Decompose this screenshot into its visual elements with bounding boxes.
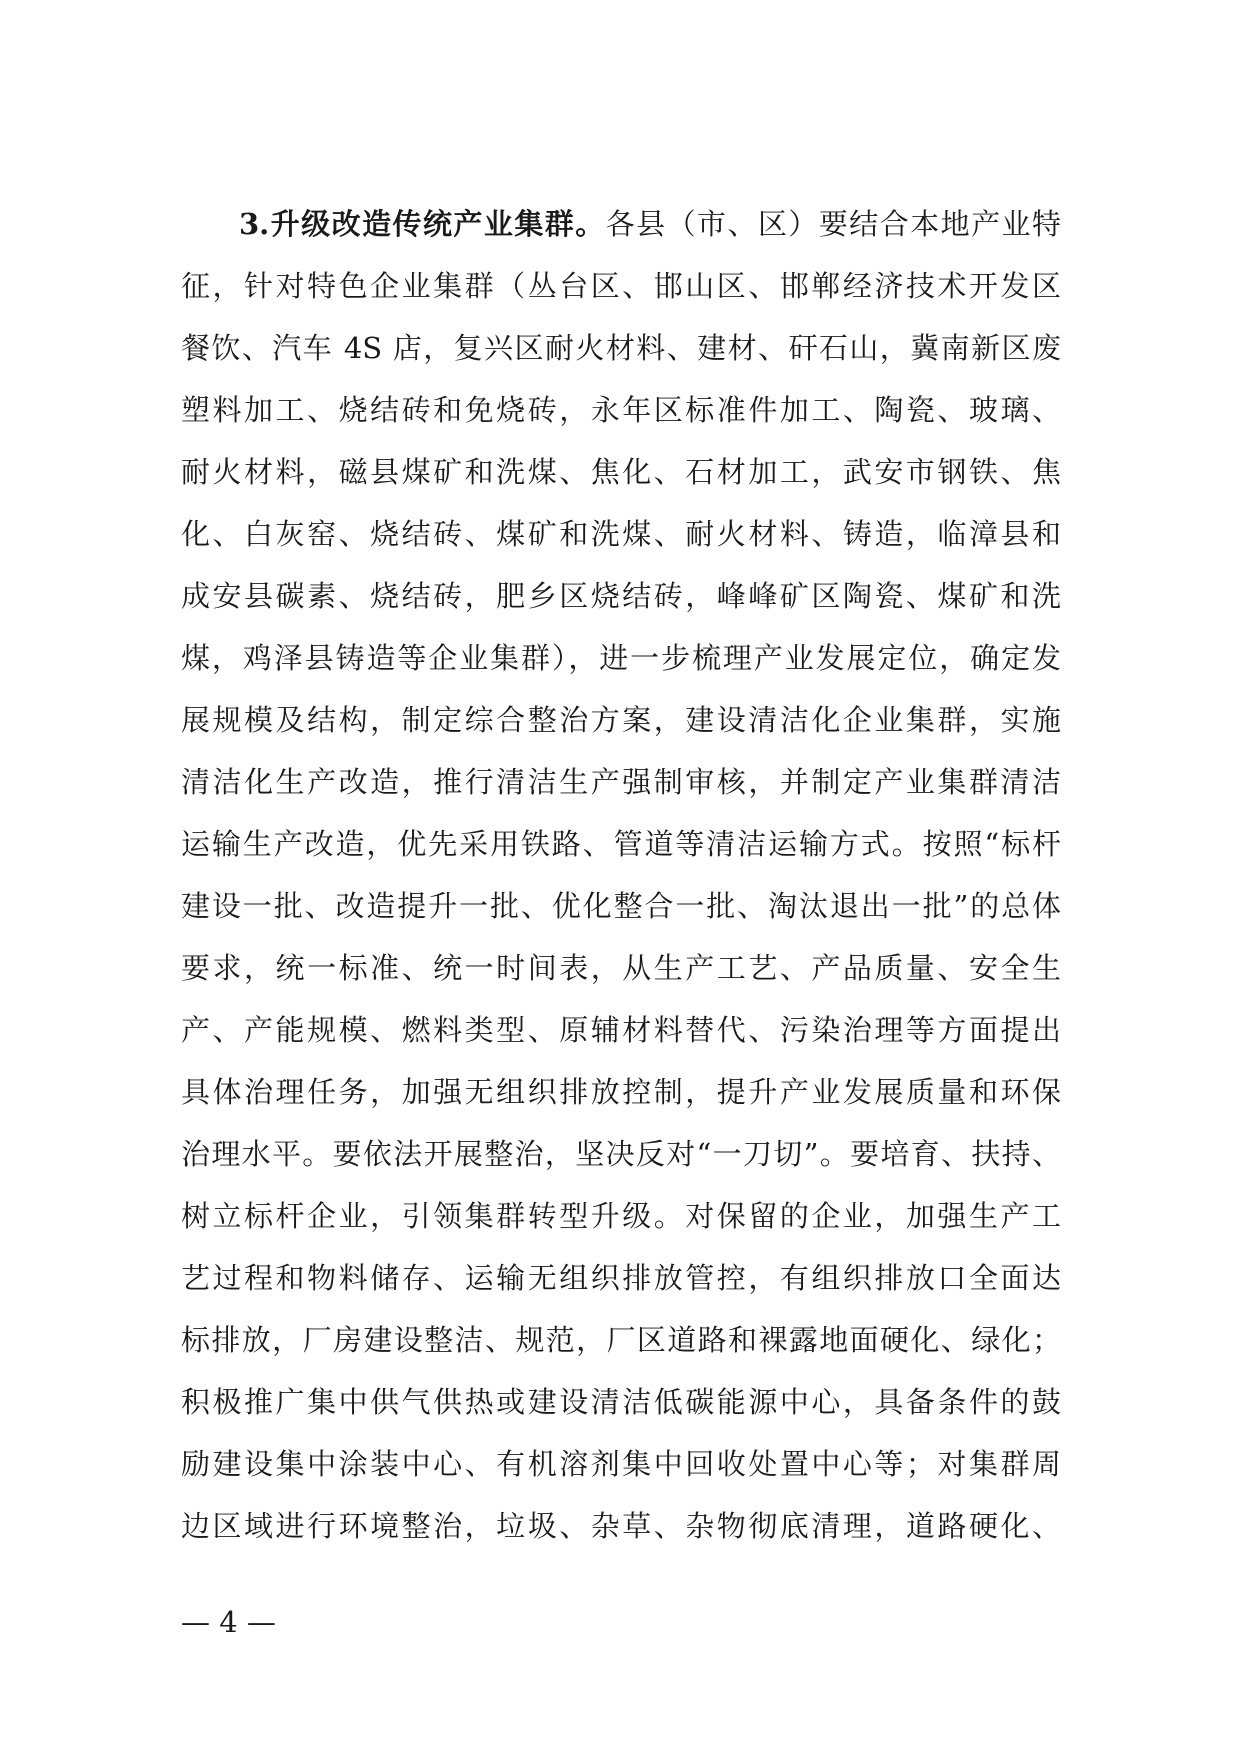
text-line: 建设一批、改造提升一批、优化整合一批、淘汰退出一批”的总体 xyxy=(181,889,1061,923)
text-line: 要求，统一标准、统一时间表，从生产工艺、产品质量、安全生 xyxy=(181,951,1061,985)
body-paragraph xyxy=(181,193,1061,1557)
section-heading: 3.升级改造传统产业集群。 xyxy=(239,207,606,241)
text-line: 运输生产改造，优先采用铁路、管道等清洁运输方式。按照“标杆 xyxy=(181,827,1061,861)
text-line: 治理水平。要依法开展整治，坚决反对“一刀切”。要培育、扶持、 xyxy=(181,1137,1061,1171)
text-line: 具体治理任务，加强无组织排放控制，提升产业发展质量和环保 xyxy=(181,1075,1061,1109)
text-line: 励建设集中涂装中心、有机溶剂集中回收处置中心等；对集群周 xyxy=(181,1447,1061,1481)
text-line: 展规模及结构，制定综合整治方案，建设清洁化企业集群，实施 xyxy=(181,703,1061,737)
text-line: 树立标杆企业，引领集群转型升级。对保留的企业，加强生产工 xyxy=(181,1199,1061,1233)
text-line: 产、产能规模、燃料类型、原辅材料替代、污染治理等方面提出 xyxy=(181,1013,1061,1047)
text-line: 煤，鸡泽县铸造等企业集群），进一步梳理产业发展定位，确定发 xyxy=(181,641,1061,675)
page-number: — 4 — xyxy=(181,1605,276,1639)
text-line: 征，针对特色企业集群（丛台区、邯山区、邯郸经济技术开发区 xyxy=(181,269,1061,303)
paragraph-first-line xyxy=(181,193,1061,255)
text-line: 艺过程和物料储存、运输无组织排放管控，有组织排放口全面达 xyxy=(181,1261,1061,1295)
text-line: 积极推广集中供气供热或建设清洁低碳能源中心，具备条件的鼓 xyxy=(181,1385,1061,1419)
text-line: 塑料加工、烧结砖和免烧砖，永年区标准件加工、陶瓷、玻璃、 xyxy=(181,393,1061,427)
text-line: 边区域进行环境整治，垃圾、杂草、杂物彻底清理，道路硬化、 xyxy=(181,1509,1061,1543)
text-line: 成安县碳素、烧结砖，肥乡区烧结砖，峰峰矿区陶瓷、煤矿和洗 xyxy=(181,579,1061,613)
text-line: 耐火材料，磁县煤矿和洗煤、焦化、石材加工，武安市钢铁、焦 xyxy=(181,455,1061,489)
first-line-text: 各县（市、区）要结合本地产业特 xyxy=(605,207,1061,241)
text-line: 化、白灰窑、烧结砖、煤矿和洗煤、耐火材料、铸造，临漳县和 xyxy=(181,517,1061,551)
text-line: 清洁化生产改造，推行清洁生产强制审核，并制定产业集群清洁 xyxy=(181,765,1061,799)
text-line: 标排放，厂房建设整洁、规范，厂区道路和裸露地面硬化、绿化； xyxy=(181,1323,1061,1357)
text-line: 餐饮、汽车 4S 店，复兴区耐火材料、建材、矸石山，冀南新区废 xyxy=(181,331,1061,365)
